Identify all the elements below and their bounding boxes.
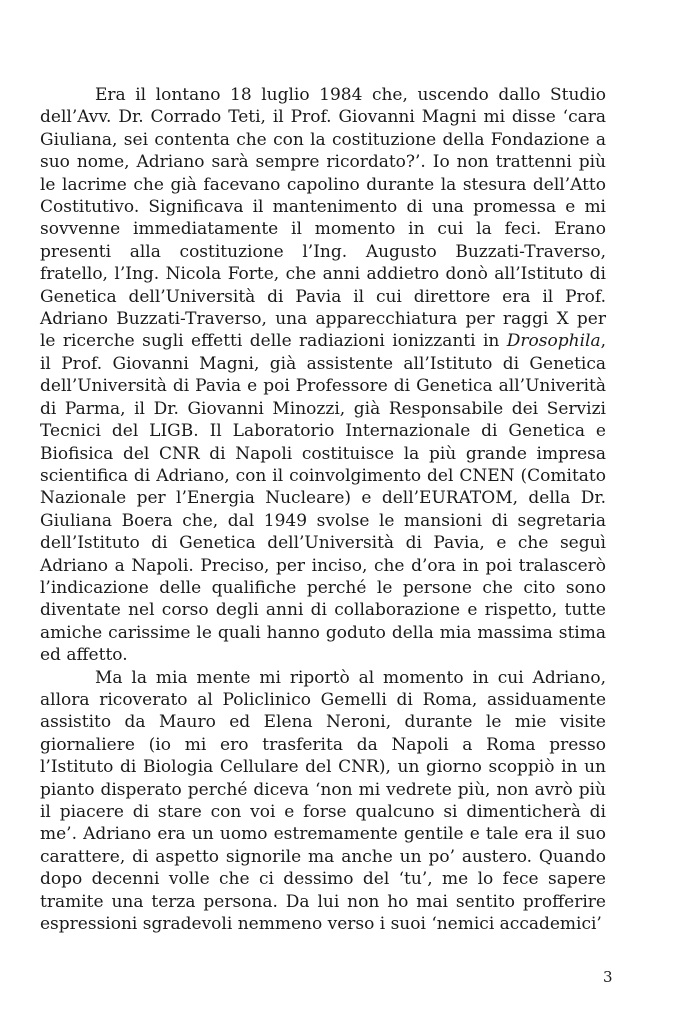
- page-number: 3: [603, 968, 613, 986]
- paragraph-1: [40, 84, 606, 667]
- paragraph-1-text-a: Era il lontano 18 luglio 1984 che, uscendo dallo Studio dell’Avv. Dr. Corrado Teti, il Prof. Giovanni Magni mi disse ‘cara Giuliana, sei contenta che con la costituzione della Fondazione a suo nome, Adriano sarà sempre ricordato?’. Io non trattenni più le lacrime che già facevano capolino durante la stesura dell’Atto Costitutivo. Significava il mantenimento di una promessa e mi sovvenne immediatamente il momento in cui la feci. Erano presenti alla costituzione l’Ing. Augusto Buzzati-Traverso, fratello, l’Ing. Nicola Forte, che anni addietro donò all’Istituto di Genetica dell’Università di Pavia il cui direttore era il Prof. Adriano Buzzati-Traverso, una apparecchiatura per raggi X per le ricerche sugli effetti delle radiazioni ionizzanti in: [40, 85, 606, 352]
- paragraph-1-italic-drosophila: Drosophila: [506, 331, 601, 352]
- page-body: [40, 84, 606, 935]
- paragraph-2: [40, 667, 606, 936]
- paragraph-1-text-b: , il Prof. Giovanni Magni, già assistente all’Istituto di Genetica dell’Università di Pavia e poi Professore di Genetica all’Univerità di Parma, il Dr. Giovanni Minozzi, già Responsabile dei Servizi Tecnici del LIGB. Il Laboratorio Internazionale di Genetica e Biofisica del CNR di Napoli costituisce la più grande impresa scientifica di Adriano, con il coinvolgimento del CNEN (Comitato Nazionale per l’Energia Nucleare) e dell’EURATOM, della Dr. Giuliana Boera che, dal 1949 svolse le mansioni di segretaria dell’Istituto di Genetica dell’Università di Pavia, e che seguì Adriano a Napoli. Preciso, per inciso, che d’ora in poi tralascerò l’indicazione delle qualifiche perché le persone che cito sono diventate nel corso degli anni di collaborazione e rispetto, tutte amiche carissime le quali hanno goduto della mia massima stima ed affetto.: [40, 331, 606, 666]
- paragraph-2-text: Ma la mia mente mi riportò al momento in cui Adriano, allora ricoverato al Policlinico Gemelli di Roma, assiduamente assistito da Mauro ed Elena Neroni, durante le mie visite giornaliere (io mi ero trasferita da Napoli a Roma presso l’Istituto di Biologia Cellulare del CNR), un giorno scoppiò in un pianto disperato perché diceva ‘non mi vedrete più, non avrò più il piacere di stare con voi e forse qualcuno si dimenticherà di me’. Adriano era un uomo estremamente gentile e tale era il suo carattere, di aspetto signorile ma anche un po’ austero. Quando dopo decenni volle che ci dessimo del ‘tu’, me lo fece sapere tramite una terza persona. Da lui non ho mai sentito profferire espressioni sgradevoli nemmeno verso i suoi ‘nemici accademici’: [40, 667, 606, 935]
